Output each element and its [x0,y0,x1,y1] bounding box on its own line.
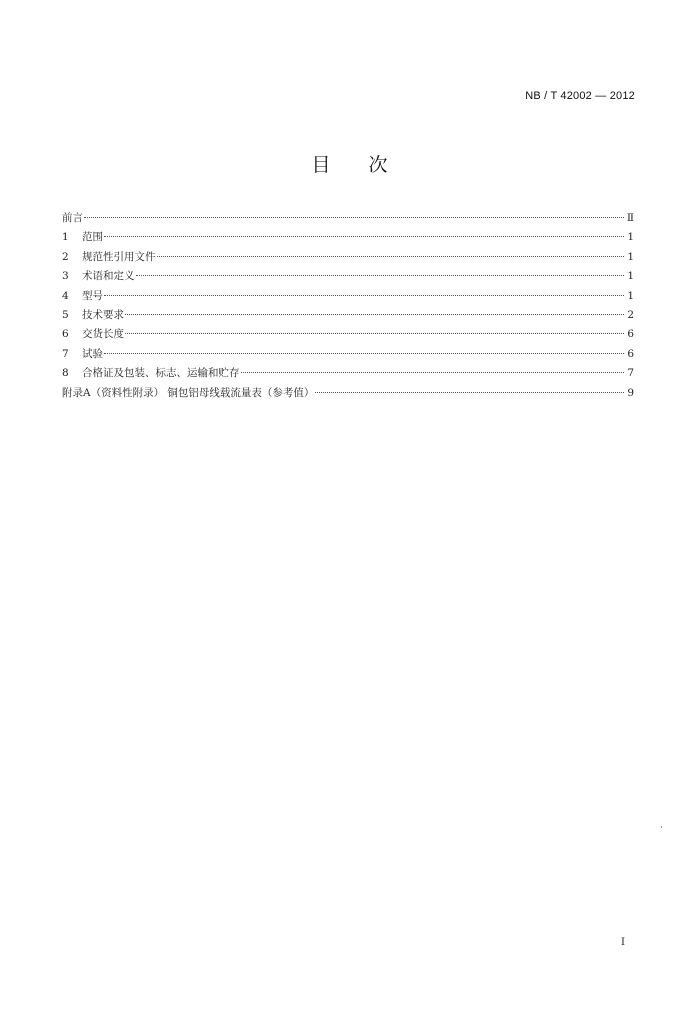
toc-entry-foreword[interactable] [62,209,634,228]
toc-entry-title: 前言 [62,212,83,224]
toc-leader-dots [104,353,624,354]
toc-entry-number: 6 [62,328,69,341]
toc-entry-4[interactable] [62,287,634,306]
toc-entry-1[interactable] [62,228,634,247]
toc-entry-number: 5 [62,308,69,321]
toc-entry-number: 1 [62,231,69,244]
toc-entry-6[interactable] [62,325,634,344]
toc-entry-page: 9 [627,386,634,399]
toc-entry-title: 合格证及包装、标志、运输和贮存 [82,367,240,380]
page-title [0,150,699,177]
toc-entry-appendix-a[interactable] [62,384,634,403]
scan-speck [661,826,662,828]
toc-entry-title: 范围 [82,231,103,244]
toc-leader-dots [104,295,624,296]
title-part-1: 目 [311,154,331,176]
table-of-contents [62,209,634,403]
toc-leader-dots [315,392,624,393]
toc-entry-page: Ⅱ [626,212,634,224]
toc-entry-page: 6 [627,328,634,341]
standard-code: NB / T 42002 — 2012 [525,90,635,102]
toc-entry-page: 6 [627,347,634,360]
toc-entry-page: 1 [627,270,634,283]
toc-entry-page: 1 [627,250,634,263]
toc-entry-number: 2 [62,250,69,263]
toc-leader-dots [136,275,625,276]
toc-leader-dots [104,236,624,237]
toc-entry-8[interactable] [62,364,634,383]
toc-entry-title: 试验 [82,347,103,360]
toc-entry-title: 术语和定义 [82,270,135,283]
toc-entry-page: 1 [627,231,634,244]
toc-entry-title: 技术要求 [82,308,124,321]
toc-entry-number: 7 [62,347,69,360]
toc-leader-dots [125,333,624,334]
toc-leader-dots [157,256,625,257]
toc-entry-page: 2 [627,308,634,321]
toc-leader-dots [241,372,625,373]
toc-entry-number: 8 [62,367,69,380]
toc-entry-3[interactable] [62,267,634,286]
toc-entry-title: 型号 [82,289,103,302]
toc-leader-dots [125,314,624,315]
toc-leader-dots [84,217,624,218]
toc-entry-7[interactable] [62,345,634,364]
toc-entry-page: 1 [627,289,634,302]
toc-entry-number: 4 [62,289,69,302]
title-part-2: 次 [368,154,388,176]
toc-entry-title: 附录A（资料性附录） 铜包铝母线载流量表（参考值） [62,386,315,399]
toc-entry-number: 3 [62,270,69,283]
page-number: I [621,937,625,948]
toc-entry-title: 交货长度 [82,328,124,341]
toc-entry-2[interactable] [62,248,634,267]
toc-entry-page: 7 [627,367,634,380]
toc-entry-5[interactable] [62,306,634,325]
toc-entry-title: 规范性引用文件 [82,250,156,263]
